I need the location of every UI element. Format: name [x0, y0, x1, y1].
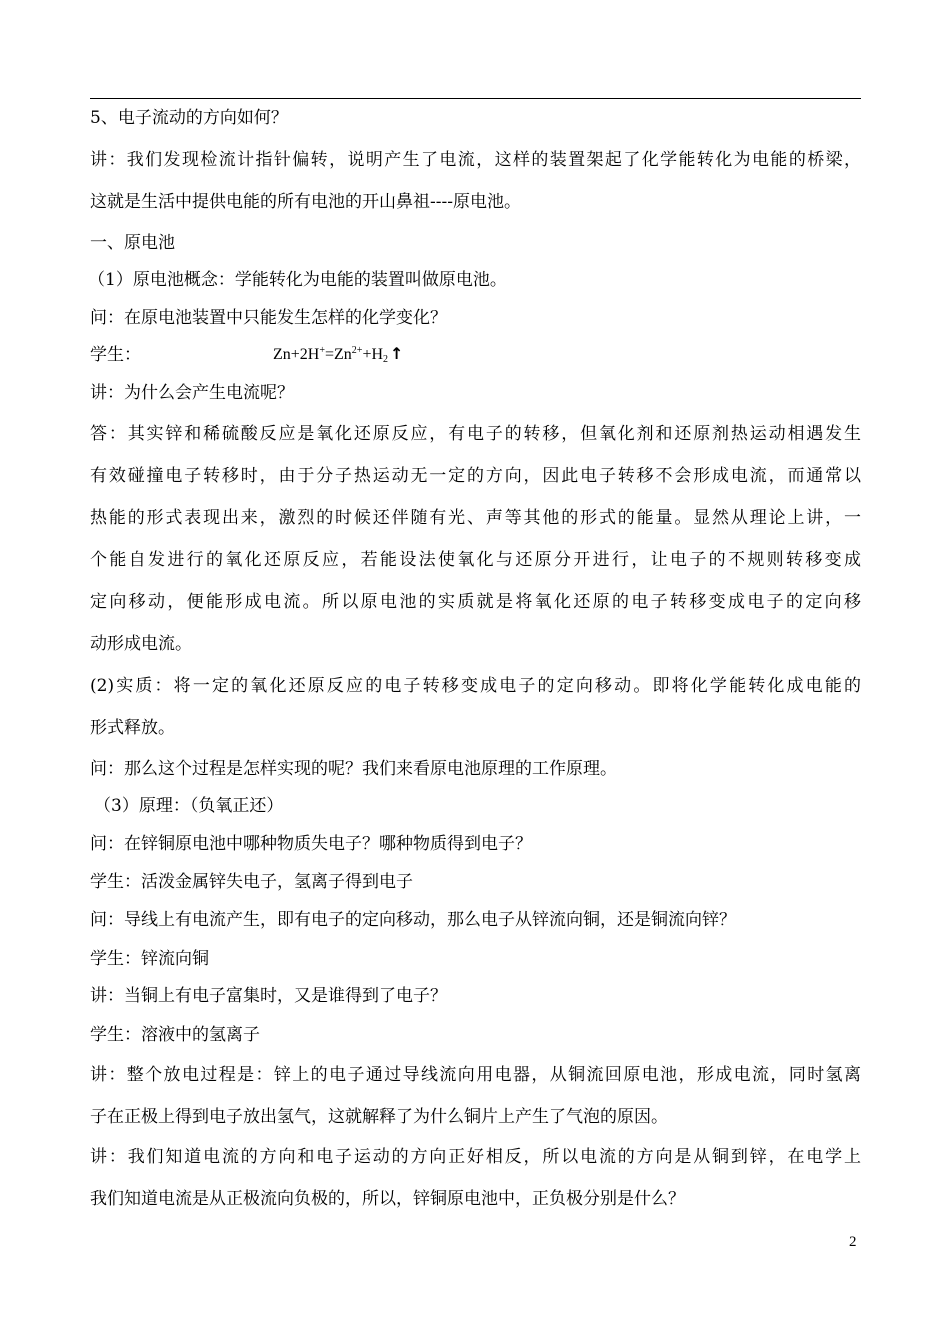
text-line: 讲：整个放电过程是：锌上的电子通过导线流向用电器，从铜流回原电池，形成电流，同时氢离: [90, 1065, 861, 1085]
text-line: 讲：当铜上有电子富集时，又是谁得到了电子？: [90, 986, 447, 1006]
text-line: 热能的形式表现出来，激烈的时候还伴随有光、声等其他的形式的能量。显然从理论上讲，一: [90, 508, 861, 528]
text-line: 个能自发进行的氧化还原反应，若能设法使氧化与还原分开进行，让电子的不规则转移变成: [90, 550, 861, 570]
text-line: 我们知道电流是从正极流向负极的，所以，锌铜原电池中，正负极分别是什么？: [90, 1189, 685, 1209]
text-line: (2)实质：将一定的氧化还原反应的电子转移变成电子的定向移动。即将化学能转化成电能的: [90, 676, 861, 696]
text-line: （1）原电池概念：学能转化为电能的装置叫做原电池。: [88, 270, 507, 290]
text-line: 学生：活泼金属锌失电子，氢离子得到电子: [90, 872, 413, 892]
text-line: 答：其实锌和稀硫酸反应是氧化还原反应，有电子的转移，但氧化剂和还原剂热运动相遇发生: [90, 424, 861, 444]
text-line: 讲：为什么会产生电流呢？: [90, 383, 294, 403]
text-line: 子在正极上得到电子放出氢气，这就解释了为什么铜片上产生了气泡的原因。: [90, 1107, 668, 1127]
text-line: 学生：锌流向铜: [90, 949, 209, 969]
text-line: 这就是生活中提供电能的所有电池的开山鼻祖----原电池。: [90, 192, 521, 212]
text-line: 学生：溶液中的氢离子: [90, 1025, 260, 1045]
text-line: 讲：我们发现检流计指针偏转，说明产生了电流，这样的装置架起了化学能转化为电能的桥梁，: [90, 150, 861, 170]
text-line: 定向移动，便能形成电流。所以原电池的实质就是将氧化还原的电子转移变成电子的定向移: [90, 592, 861, 612]
section-heading: 一、原电池: [90, 233, 175, 253]
question-line: 5、电子流动的方向如何？: [90, 108, 288, 128]
text-line: 问：那么这个过程是怎样实现的呢？我们来看原电池原理的工作原理。: [90, 759, 617, 779]
text-line: 问：在原电池装置中只能发生怎样的化学变化？: [90, 308, 447, 328]
text-line: 问：导线上有电流产生，即有电子的定向移动，那么电子从锌流向铜，还是铜流向锌？: [90, 910, 736, 930]
text-line: 讲：我们知道电流的方向和电子运动的方向正好相反，所以电流的方向是从铜到锌，在电学上: [90, 1147, 861, 1167]
reaction-equation: $Zn+2H^+=Zn^{2+}+H_2$ ↑: [273, 344, 404, 365]
text-line: 动形成电流。: [90, 634, 192, 654]
text-line: 有效碰撞电子转移时，由于分子热运动无一定的方向，因此电子转移不会形成电流，而通常以: [90, 466, 861, 486]
text-line: 形式释放。: [90, 718, 175, 738]
header-rule: [90, 98, 861, 99]
text-line: 问：在锌铜原电池中哪种物质失电子？哪种物质得到电子？: [90, 834, 532, 854]
page-number: 2: [849, 1234, 857, 1250]
up-arrow-icon: ↑: [390, 344, 404, 363]
text-line: 学生：: [90, 345, 141, 365]
text-line: （3）原理：（负氧正还）: [94, 796, 284, 816]
